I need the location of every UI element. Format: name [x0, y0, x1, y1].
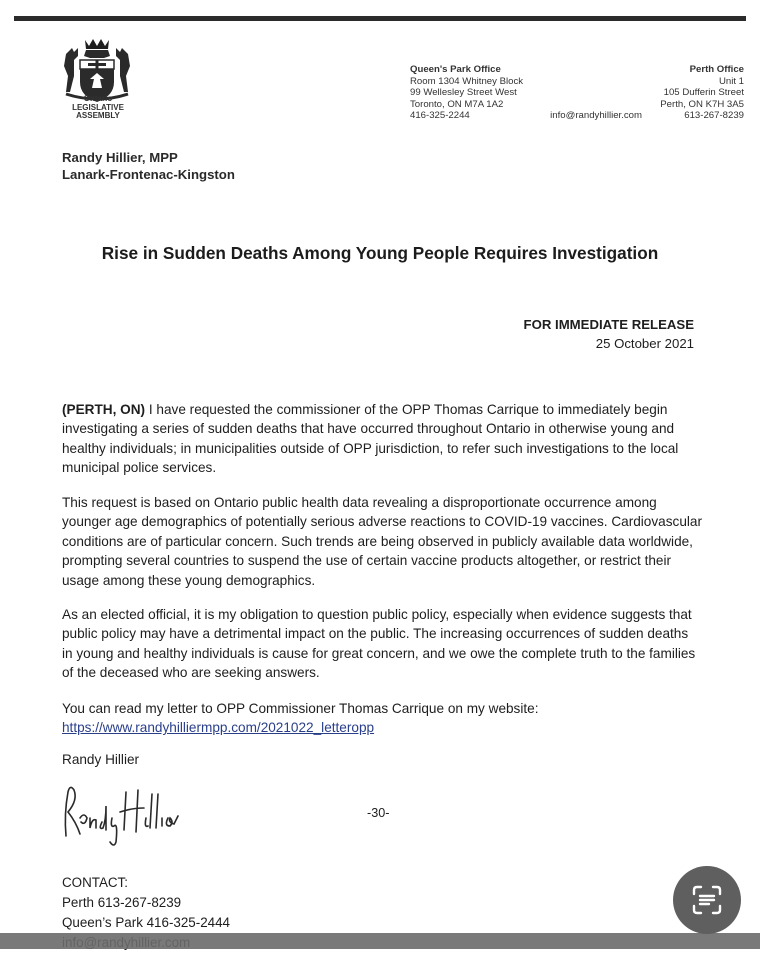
- crest-caption-line: Ontario: [83, 94, 113, 103]
- contact-queens-park: Queen’s Park 416-325-2444: [62, 915, 230, 930]
- paragraph-1-text: I have requested the commissioner of the OPP Thomas Carrique to immediately begin investigating a series of sudden deaths that have occurred throughout Ontario in otherwise young and healthy individuals; in municipalities outside of OPP jurisdiction, to refer such investigations to the local municipal police services.: [62, 402, 679, 476]
- crest-caption-line: ASSEMBLY: [76, 111, 120, 120]
- queens-park-office-title: Queen's Park Office: [410, 64, 501, 75]
- contact-perth: Perth 613-267-8239: [62, 895, 182, 910]
- release-block: [524, 315, 694, 353]
- author-riding: Lanark-Frontenac-Kingston: [62, 167, 235, 182]
- address-line: Unit 1: [718, 75, 744, 87]
- handwritten-signature: [56, 778, 184, 852]
- office-email: info@randyhillier.com: [550, 110, 642, 122]
- dateline: (PERTH, ON): [62, 402, 146, 417]
- paragraph-4-text: You can read my letter to OPP Commissioner Thomas Carrique on my website:: [62, 701, 539, 716]
- website-link[interactable]: https://www.randyhilliermpp.com/2021022_letteropp: [62, 720, 375, 736]
- perth-phone: 613-267-8239: [684, 110, 744, 122]
- perth-office-title: Perth Office: [689, 64, 744, 75]
- paragraph-2: This request is based on Ontario public health data revealing a disproportionate occurrence among younger age demographics of potentially serious adverse reactions to COVID-19 vaccines. Cardiovascular conditions are of particular concern. Such trends are being observed in publicly available data worldwide, prompting several countries to suspend the use of certain vaccine products altogether, or restrict their usage among these young demographics.: [62, 495, 702, 588]
- address-line: Perth, ON K7H 3A5: [660, 98, 744, 110]
- paragraph-4: [62, 699, 702, 738]
- contact-label: CONTACT:: [62, 875, 128, 890]
- address-line: 105 Dufferin Street: [663, 87, 744, 99]
- closing-name: Randy Hillier: [62, 752, 140, 767]
- author-name: Randy Hillier, MPP: [62, 150, 178, 165]
- perth-office-address: [660, 64, 744, 122]
- end-mark: -30-: [367, 806, 390, 820]
- queens-park-phone: 416-325-2244: [410, 110, 470, 122]
- text-scan-button[interactable]: [673, 866, 741, 934]
- queens-park-office-address: [410, 64, 642, 122]
- crest-caption: [56, 95, 140, 121]
- bottom-overlay-bar: [0, 933, 760, 949]
- crest-caption-line: LEGISLATIVE: [72, 102, 124, 112]
- address-line: Toronto, ON M7A 1A2: [410, 98, 504, 110]
- press-release-headline: Rise in Sudden Deaths Among Young People Requires Investigation: [101, 243, 659, 263]
- release-date: 25 October 2021: [595, 336, 694, 351]
- contact-row: [410, 110, 642, 122]
- author-block: [62, 149, 235, 183]
- address-line: Room 1304 Whitney Block: [410, 75, 524, 87]
- paragraph-3: As an elected official, it is my obligation to question public policy, especially when evidence suggests that public policy may have a detrimental impact on the public. The increasing occurrences of sudden deaths in young and healthy individuals is cause for great concern, and we owe the complete truth to the families of the deceased who are seeking answers.: [62, 607, 696, 681]
- text-scan-icon: [688, 881, 726, 919]
- top-rule: [14, 16, 746, 21]
- release-label: FOR IMMEDIATE RELEASE: [523, 317, 694, 332]
- address-line: 99 Wellesley Street West: [410, 87, 517, 99]
- paragraph-1: [62, 400, 702, 478]
